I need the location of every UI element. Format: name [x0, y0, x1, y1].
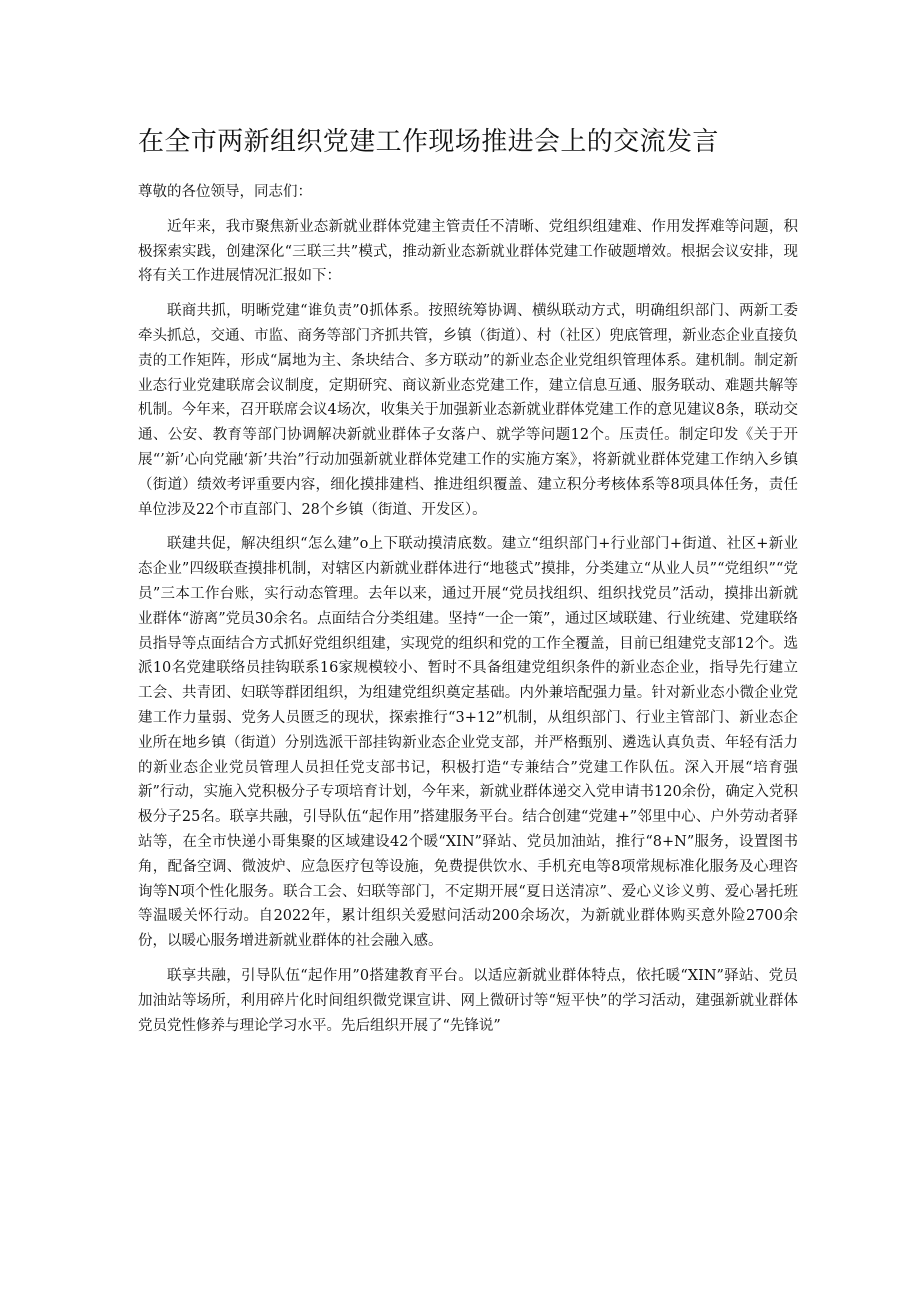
- document-page: [138, 118, 798, 1048]
- paragraph-intro: 近年来，我市聚焦新业态新就业群体党建主管责任不清晰、党组织组建难、作用发挥难等问题，积极探索实践，创建深化“三联三共”模式，推动新业态新就业群体党建工作破题增效。根据会议安排，现将有关工作进展情况汇报如下：: [138, 218, 798, 285]
- paragraph-responsibility: 联商共抓，明晰党建“谁负责”0抓体系。按照统筹协调、横纵联动方式，明确组织部门、两新工委牵头抓总，交通、市监、商务等部门齐抓共管，乡镇（街道）、村（社区）兜底管理，新业态企业直接负责的工作矩阵，形成“属地为主、条块结合、多方联动”的新业态企业党组织管理体系。建机制。制定新业态行业党建联席会议制度，定期研究、商议新业态党建工作，建立信息互通、服务联动、难题共解等机制。今年来，召开联席会议4场次，收集关于加强新业态新就业群体党建工作的意见建议8条，联动交通、公安、教育等部门协调解决新就业群体子女落户、就学等问题12个。压责任。制定印发《关于开展“’新’心向党融‘新’共治”行动加强新就业群体党建工作的实施方案》，将新就业群体党建工作纳入乡镇（街道）绩效考评重要内容，细化摸排建档、推进组织覆盖、建立积分考核体系等8项具体任务，责任单位涉及22个市直部门、28个乡镇（街道、开发区）。: [138, 303, 798, 518]
- paragraph-education: 联享共融，引导队伍“起作用”0搭建教育平台。以适应新就业群体特点，依托暖“XIN”驿站、党员加油站等场所，利用碎片化时间组织微党课宣讲、网上微研讨等“短平快”的学习活动，建强新就业群体党员党性修养与理论学习水平。先后组织开展了“先锋说”: [138, 967, 798, 1034]
- page-title: 在全市两新组织党建工作现场推进会上的交流发言: [138, 127, 719, 157]
- paragraph-organization: 联建共促，解决组织“怎么建”o上下联动摸清底数。建立“组织部门+行业部门+街道、社区+新业态企业”四级联查摸排机制，对辖区内新就业群体进行“地毯式”摸排，分类建立“从业人员”“党组织”“党员”三本工作台账，实行动态管理。去年以来，通过开展“党员找组织、组织找党员”活动，摸排出新就业群体“游离”党员30余名。点面结合分类组建。坚持“一企一策”，通过区域联建、行业统建、党建联络员指导等点面结合方式抓好党组织组建，实现党的组织和党的工作全覆盖，目前已组建党支部12个。选派10名党建联络员挂钩联系16家规模较小、暂时不具备组建党组织条件的新业态企业，指导先行建立工会、共青团、妇联等群团组织，为组建党组织奠定基础。内外兼培配强力量。针对新业态小微企业党建工作力量弱、党务人员匮乏的现状，探索推行“3+12”机制，从组织部门、行业主管部门、新业态企业所在地乡镇（街道）分别选派干部挂钩新业态企业党支部，并严格甄别、遴选认真负责、年轻有活力的新业态企业党员管理人员担任党支部书记，积极打造“专兼结合”党建工作队伍。深入开展“培育强新”行动，实施入党积极分子专项培育计划，今年来，新就业群体递交入党申请书120余份，确定入党积极分子25名。联享共融，引导队伍“起作用”搭建服务平台。结合创建“党建+”邻里中心、户外劳动者驿站等，在全市快递小哥集聚的区域建设42个暖“XIN”驿站、党员加油站，推行“8+N”服务，设置图书角，配备空调、微波炉、应急医疗包等设施，免费提供饮水、手机充电等8项常规标准化服务及心理咨询等N项个性化服务。联合工会、妇联等部门，不定期开展“夏日送清凉”、爱心义诊义剪、爱心暑托班等温暖关怀行动。自2022年，累计组织关爱慰问活动200余场次，为新就业群体购买意外险2700余份，以暖心服务增进新就业群体的社会融入感。: [138, 536, 798, 950]
- salutation: 尊敬的各位领导，同志们：: [138, 184, 312, 200]
